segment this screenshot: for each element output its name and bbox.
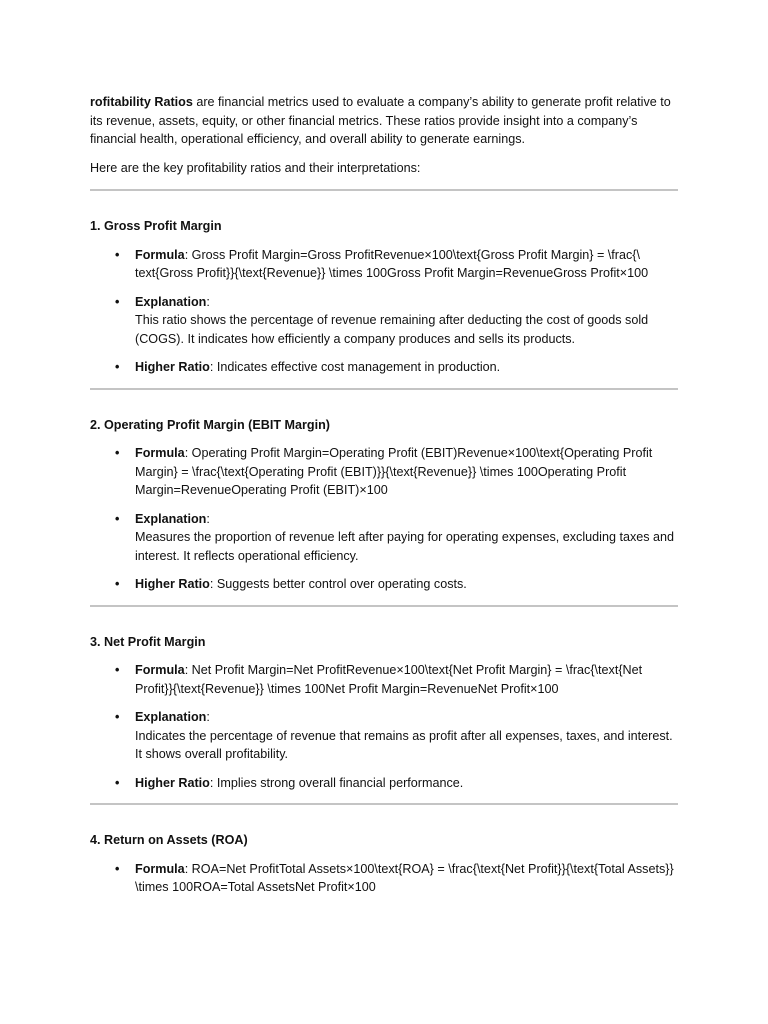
section-return-on-assets xyxy=(90,831,678,897)
bullet-list xyxy=(90,444,678,594)
explanation-colon: : xyxy=(206,710,210,724)
explanation-text: Indicates the percentage of revenue that remains as profit after all expenses, taxes, and interest. It shows overall profitability. xyxy=(135,728,673,761)
bullet-icon: • xyxy=(115,775,120,790)
section-divider xyxy=(90,605,678,607)
section-net-profit-margin xyxy=(90,633,678,793)
list-item-explanation xyxy=(90,293,678,349)
higher-ratio-text: : Suggests better control over operating costs. xyxy=(209,577,467,591)
list-item-higher-ratio xyxy=(90,774,678,793)
explanation-colon: : xyxy=(206,511,210,526)
bullet-icon: • xyxy=(115,710,120,724)
list-item-formula xyxy=(90,246,678,283)
explanation-colon: : xyxy=(206,294,210,309)
bullet-list xyxy=(90,246,678,377)
intro-text: are financial metrics used to evaluate a company’s ability to generate profit relative to its revenue, assets, equity, or other financial metrics. These ratios provide insight into a company’s financial health, operational efficiency, and overall ability to generate earnings. xyxy=(90,95,671,146)
formula-label: Formula xyxy=(135,247,185,262)
explanation-label: Explanation xyxy=(135,511,207,526)
formula-text: : ROA=Net ProfitTotal Assets×100\text{ROA} = \frac{\text{Net Profit}}{\text{Total Assets}} \times 100ROA=Total AssetsNet Profit×100 xyxy=(135,861,674,894)
section-title: 3. Net Profit Margin xyxy=(90,634,206,649)
section-divider xyxy=(90,803,678,805)
section-title: 2. Operating Profit Margin (EBIT Margin) xyxy=(90,417,330,432)
higher-ratio-label: Higher Ratio xyxy=(135,775,210,790)
bullet-list xyxy=(90,860,678,897)
higher-ratio-label: Higher Ratio xyxy=(135,360,210,374)
list-item-formula xyxy=(90,661,678,698)
section-title: 1. Gross Profit Margin xyxy=(90,219,222,233)
explanation-label: Explanation xyxy=(135,294,207,309)
section-gross-profit-margin xyxy=(90,217,678,377)
formula-label: Formula xyxy=(135,861,185,876)
explanation-label: Explanation xyxy=(135,710,207,724)
formula-text: : Net Profit Margin=Net ProfitRevenue×100\text{Net Profit Margin} = \frac{\text{Net Profit}}{\text{Revenue}} \times 100Net Profit Margin=RevenueNet Profit×100 xyxy=(135,663,643,696)
list-item-explanation xyxy=(90,510,678,566)
formula-label: Formula xyxy=(135,663,185,677)
bullet-icon: • xyxy=(115,663,120,677)
bullet-icon: • xyxy=(115,247,120,262)
bullet-icon: • xyxy=(115,360,120,374)
list-item-higher-ratio xyxy=(90,575,678,594)
bullet-icon: • xyxy=(115,294,120,309)
list-item-formula xyxy=(90,444,678,500)
intro-paragraph xyxy=(90,93,678,149)
bullet-icon: • xyxy=(115,577,120,591)
list-item-higher-ratio xyxy=(90,358,678,377)
higher-ratio-text: : Indicates effective cost management in production. xyxy=(209,360,501,374)
higher-ratio-label: Higher Ratio xyxy=(135,577,210,591)
list-item-explanation xyxy=(90,708,678,764)
explanation-text: Measures the proportion of revenue left after paying for operating expenses, excluding taxes and interest. It reflects operational efficiency. xyxy=(135,530,675,563)
section-divider xyxy=(90,388,678,390)
formula-text: : Operating Profit Margin=Operating Profit (EBIT)Revenue×100\text{Operating Profit Margin} = \frac{\text{Operating Profit (EBIT)}}{\text{Revenue}} \times 100Operating Profit Margin=RevenueOperating Profit (EBIT)×100 xyxy=(135,446,653,497)
explanation-text: This ratio shows the percentage of revenue remaining after deducting the cost of goods sold (COGS). It indicates how efficiently a company produces and sells its products. xyxy=(135,313,649,346)
bullet-icon: • xyxy=(115,446,120,460)
intro-bold-lead: rofitability Ratios xyxy=(90,95,193,109)
section-title: 4. Return on Assets (ROA) xyxy=(90,833,248,847)
bullet-icon: • xyxy=(115,511,120,526)
list-item-formula xyxy=(90,860,678,897)
section-divider xyxy=(90,189,678,191)
formula-text: : Gross Profit Margin=Gross ProfitRevenue×100\text{Gross Profit Margin} = \frac{\ text{Gross Profit}}{\text{Revenue}} \times 100Gross Profit Margin=RevenueGross Profit×100 xyxy=(135,247,649,280)
formula-label: Formula xyxy=(135,446,185,460)
section-operating-profit-margin xyxy=(90,416,678,594)
lead-sentence: Here are the key profitability ratios and their interpretations: xyxy=(90,160,421,175)
bullet-list xyxy=(90,661,678,792)
bullet-icon: • xyxy=(115,861,120,876)
higher-ratio-text: : Implies strong overall financial performance. xyxy=(209,775,464,790)
